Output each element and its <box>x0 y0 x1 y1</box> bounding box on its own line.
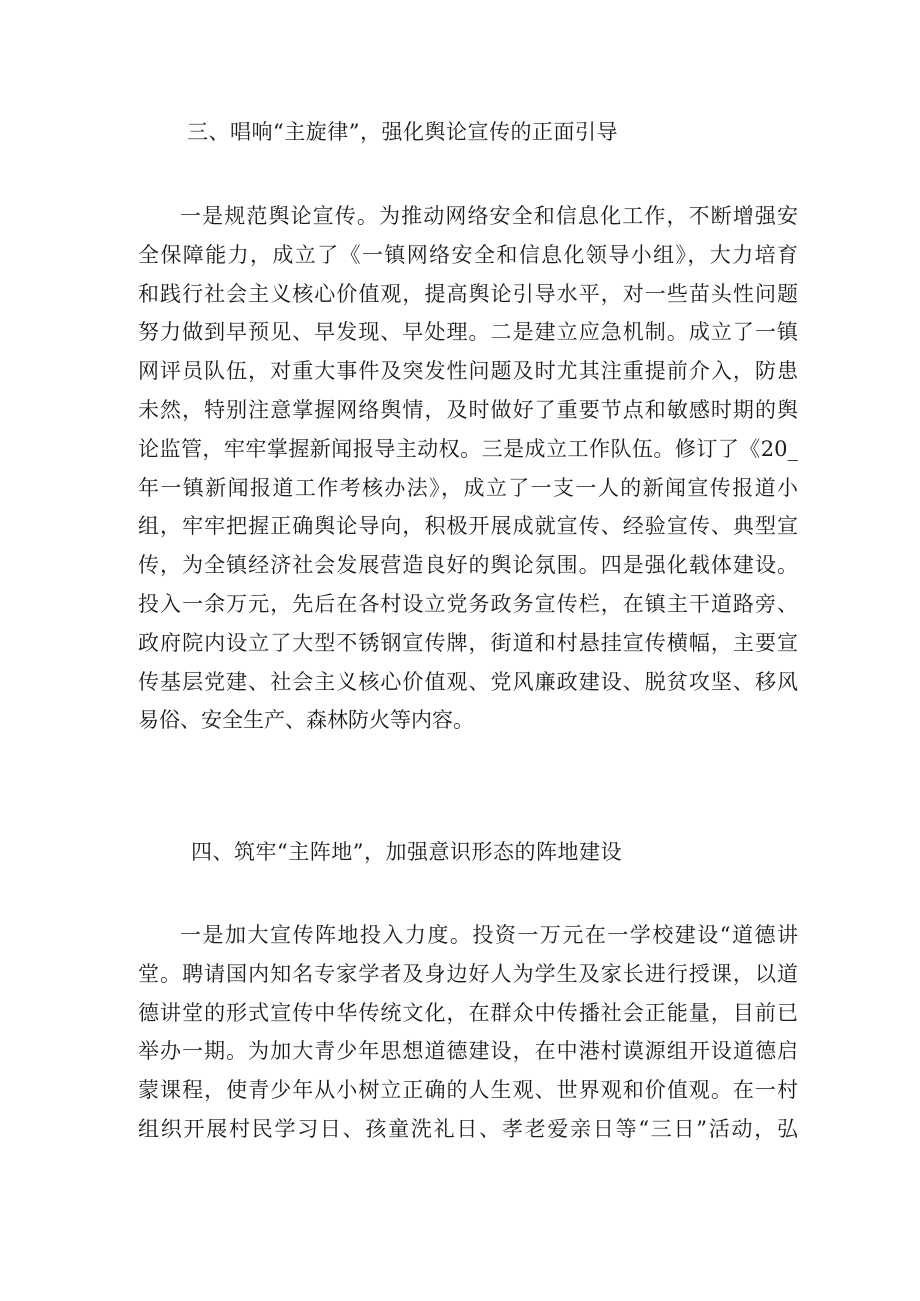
paragraph-line: 蒙课程，使青少年从小树立正确的人生观、世界观和价值观。在一村 <box>138 1078 798 1103</box>
paragraph-line: 举办一期。为加大青少年思想道德建设，在中港村谟源组开设道德启 <box>138 1039 798 1064</box>
paragraph-line: 一是规范舆论宣传。为推动网络安全和信息化工作，不断增强安 <box>180 204 798 228</box>
paragraph-line: 未然，特别注意掌握网络舆情，及时做好了重要节点和敏感时期的舆 <box>138 397 798 422</box>
paragraph-line: 和践行社会主义核心价值观，提高舆论引导水平，对一些苗头性问题 <box>138 281 798 306</box>
paragraph-line: 堂。聘请国内知名专家学者及身边好人为学生及家长进行授课，以道 <box>138 961 798 986</box>
paragraph-line: 全保障能力，成立了《一镇网络安全和信息化领导小组》，大力培育 <box>138 242 798 267</box>
paragraph-line: 论监管，牢牢掌握新闻报导主动权。三是成立工作队伍。修订了《20_ <box>138 436 798 461</box>
paragraph-line: 年一镇新闻报道工作考核办法》，成立了一支一人的新闻宣传报道小 <box>138 475 798 500</box>
paragraph-line: 网评员队伍，对重大事件及突发性问题及时尤其注重提前介入，防患 <box>138 359 798 384</box>
paragraph-line: 德讲堂的形式宣传中华传统文化，在群众中传播社会正能量，目前已 <box>138 1000 798 1025</box>
paragraph-line: 传基层党建、社会主义核心价值观、党风廉政建设、脱贫攻坚、移风 <box>138 669 798 694</box>
section-4-paragraph <box>138 916 798 1149</box>
paragraph-line: 政府院内设立了大型不锈钢宣传牌，街道和村悬挂宣传横幅，主要宣 <box>138 630 798 655</box>
paragraph-line: 组，牢牢把握正确舆论导向，积极开展成就宣传、经验宣传、典型宣 <box>138 514 798 539</box>
section-heading <box>0 112 920 152</box>
section-3-paragraph <box>138 197 798 740</box>
paragraph-line: 易俗、安全生产、森林防火等内容。 <box>138 708 474 733</box>
section-4-heading: 四、筑牢“主阵地”，加强意识形态的阵地建设 <box>191 840 622 864</box>
paragraph-line: 投入一余万元，先后在各村设立党务政务宣传栏，在镇主干道路旁、 <box>138 591 798 616</box>
section-heading <box>0 832 920 872</box>
paragraph-line: 组织开展村民学习日、孩童洗礼日、孝老爱亲日等“三日”活动，弘 <box>138 1116 798 1141</box>
paragraph-line: 努力做到早预见、早发现、早处理。二是建立应急机制。成立了一镇 <box>138 320 798 345</box>
paragraph-line: 传，为全镇经济社会发展营造良好的舆论氛围。四是强化载体建设。 <box>138 553 798 578</box>
section-3-heading: 三、唱响“主旋律”，强化舆论宣传的正面引导 <box>187 120 618 144</box>
paragraph-line: 一是加大宣传阵地投入力度。投资一万元在一学校建设“道德讲 <box>180 923 798 947</box>
